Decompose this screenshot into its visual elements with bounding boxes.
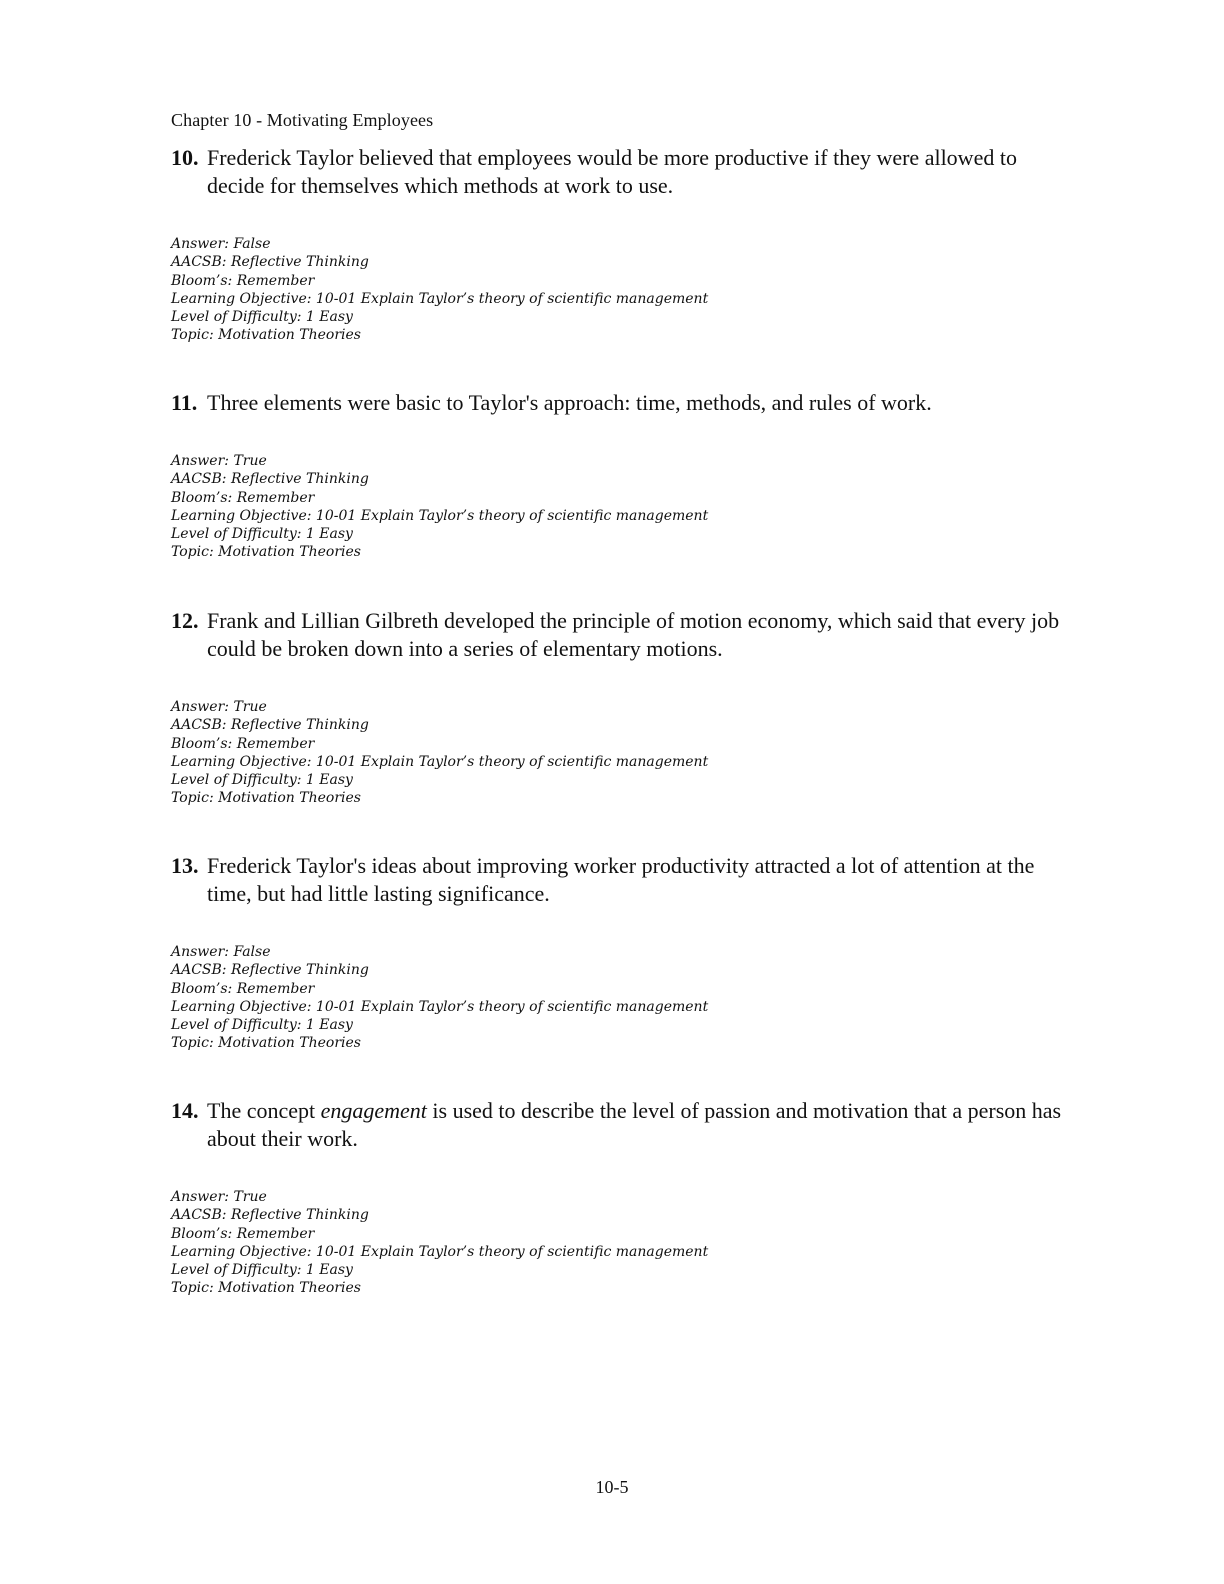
difficulty-line: Level of Difficulty: 1 Easy xyxy=(171,1262,353,1279)
blooms-line: Bloom’s: Remember xyxy=(171,489,315,506)
objective-line: Learning Objective: 10-01 Explain Taylor’s theory of scientific management xyxy=(171,998,709,1015)
difficulty-line: Level of Difficulty: 1 Easy xyxy=(171,1017,353,1034)
question-stem xyxy=(171,607,1071,663)
chapter-header: Chapter 10 - Motivating Employees xyxy=(171,110,434,130)
topic-line: Topic: Motivation Theories xyxy=(171,790,361,807)
difficulty-line: Level of Difficulty: 1 Easy xyxy=(171,526,353,543)
answer-metadata xyxy=(171,235,1071,345)
objective-line: Learning Objective: 10-01 Explain Taylor’s theory of scientific management xyxy=(171,290,709,307)
answer-line: Answer: False xyxy=(171,236,271,252)
answer-line: Answer: True xyxy=(171,1189,267,1205)
question-11 xyxy=(171,389,1071,562)
question-text: Three elements were basic to Taylor's approach: time, methods, and rules of work. xyxy=(207,390,932,415)
question-number: 11. xyxy=(171,390,198,415)
difficulty-line: Level of Difficulty: 1 Easy xyxy=(171,309,353,326)
objective-line: Learning Objective: 10-01 Explain Taylor’s theory of scientific management xyxy=(171,1243,709,1260)
question-13 xyxy=(171,852,1071,1053)
aacsb-line: AACSB: Reflective Thinking xyxy=(171,962,369,979)
aacsb-line: AACSB: Reflective Thinking xyxy=(171,471,369,488)
question-stem xyxy=(171,144,1071,200)
answer-line: Answer: False xyxy=(171,944,271,960)
question-number: 12. xyxy=(171,608,199,633)
question-text: Frederick Taylor's ideas about improving worker productivity attracted a lot of attention at the time, but had little lasting significance. xyxy=(207,853,1035,906)
answer-metadata xyxy=(171,1188,1071,1298)
question-stem xyxy=(171,1097,1071,1153)
question-12 xyxy=(171,607,1071,808)
topic-line: Topic: Motivation Theories xyxy=(171,327,361,344)
blooms-line: Bloom’s: Remember xyxy=(171,980,315,997)
blooms-line: Bloom’s: Remember xyxy=(171,1225,315,1242)
question-stem xyxy=(171,852,1071,908)
question-text: Frank and Lillian Gilbreth developed the principle of motion economy, which said that every job could be broken down into a series of elementary motions. xyxy=(207,608,1060,661)
question-number: 10. xyxy=(171,145,199,170)
page-number: 10-5 xyxy=(595,1477,629,1497)
objective-line: Learning Objective: 10-01 Explain Taylor’s theory of scientific management xyxy=(171,753,709,770)
aacsb-line: AACSB: Reflective Thinking xyxy=(171,717,369,734)
blooms-line: Bloom’s: Remember xyxy=(171,735,315,752)
answer-metadata xyxy=(171,943,1071,1053)
question-text: Frederick Taylor believed that employees would be more productive if they were allowed to decide for themselves which methods at work to use. xyxy=(207,145,1017,198)
question-emphasis: engagement xyxy=(320,1098,427,1123)
question-number: 14. xyxy=(171,1098,199,1123)
question-text-after: is used to describe the level of passion and motivation that a person has about their work. xyxy=(207,1098,1062,1151)
topic-line: Topic: Motivation Theories xyxy=(171,1280,361,1297)
aacsb-line: AACSB: Reflective Thinking xyxy=(171,254,369,271)
aacsb-line: AACSB: Reflective Thinking xyxy=(171,1207,369,1224)
answer-line: Answer: True xyxy=(171,453,267,469)
answer-metadata xyxy=(171,452,1071,562)
question-text: The concept xyxy=(207,1098,321,1123)
topic-line: Topic: Motivation Theories xyxy=(171,1035,361,1052)
question-stem xyxy=(171,389,1071,417)
objective-line: Learning Objective: 10-01 Explain Taylor’s theory of scientific management xyxy=(171,507,709,524)
difficulty-line: Level of Difficulty: 1 Easy xyxy=(171,772,353,789)
question-number: 13. xyxy=(171,853,199,878)
topic-line: Topic: Motivation Theories xyxy=(171,544,361,561)
blooms-line: Bloom’s: Remember xyxy=(171,272,315,289)
answer-line: Answer: True xyxy=(171,699,267,715)
question-10 xyxy=(171,144,1071,345)
answer-metadata xyxy=(171,698,1071,808)
question-14 xyxy=(171,1097,1071,1298)
